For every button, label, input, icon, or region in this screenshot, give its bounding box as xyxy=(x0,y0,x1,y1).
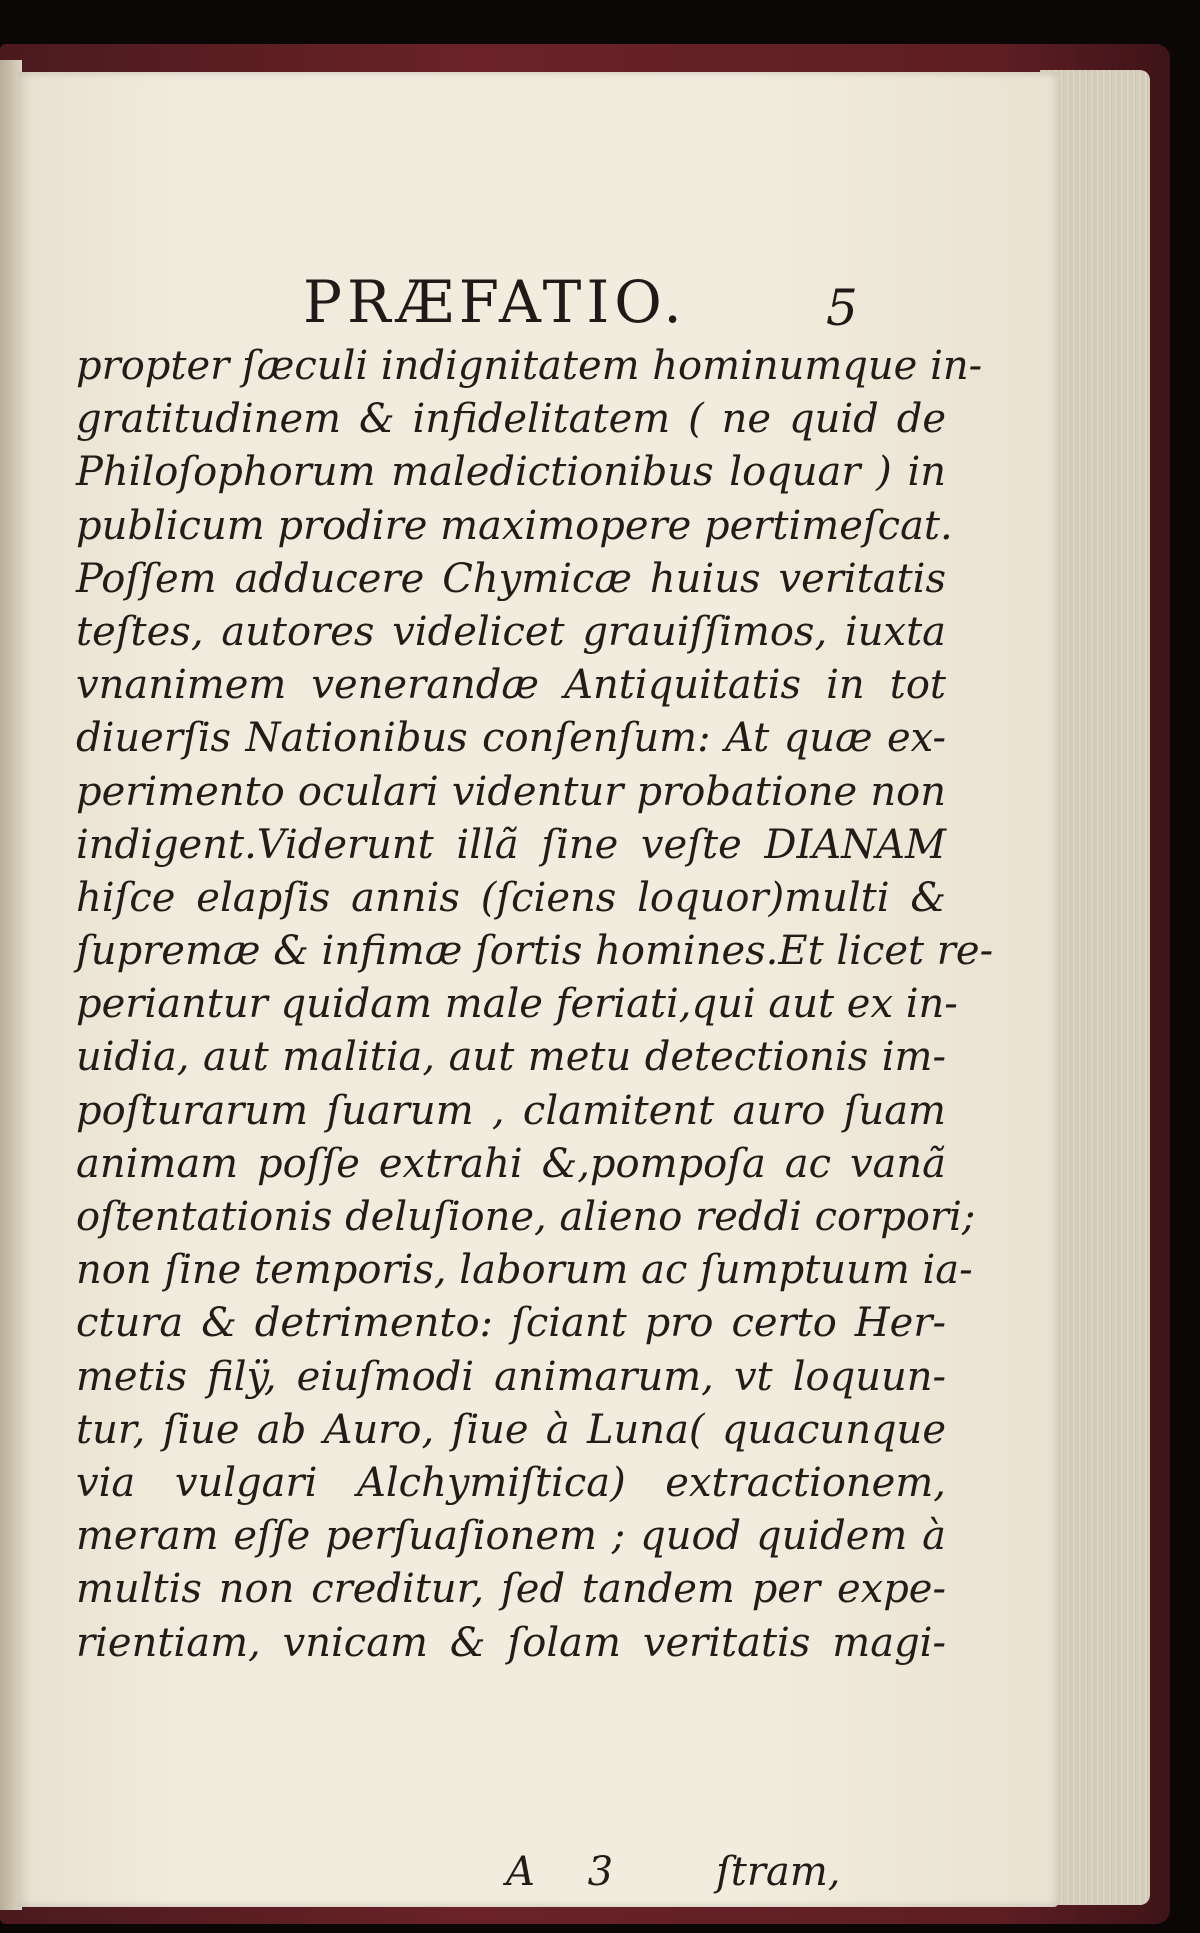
text-line: indigent.Viderunt illã ſine veſte DIANAM xyxy=(76,821,946,868)
text-line: teſtes, autores videlicet grauiſſimos, iuxta xyxy=(76,608,946,655)
text-line: rientiam, vnicam & ſolam veritatis magi- xyxy=(76,1619,946,1666)
page-header xyxy=(18,267,1058,337)
running-head: PRÆFATIO. xyxy=(303,268,687,336)
book-page xyxy=(18,72,1058,1907)
text-line: non ſine temporis, laborum ac ſumptuum ia- xyxy=(76,1247,973,1294)
text-line: ſupremæ & infimæ ſortis homines.Et licet re- xyxy=(76,928,994,975)
text-line: metis filÿ, eiuſmodi animarum, vt loquun- xyxy=(76,1353,946,1400)
text-line: animam poſſe extrahi &,pompoſa ac vanã xyxy=(76,1140,946,1187)
page-footer xyxy=(18,1842,1058,1902)
text-line: hiſce elapſis annis (ſciens loquor)multi & xyxy=(76,874,946,921)
text-line: gratitudinem & infidelitatem ( ne quid de xyxy=(76,396,946,443)
text-line: poſturarum ſuarum , clamitent auro ſuam xyxy=(76,1087,946,1134)
text-line: uidia, aut malitia, aut metu detectionis im- xyxy=(76,1034,946,1081)
text-line: via vulgari Alchymiſtica) extractionem, xyxy=(76,1459,946,1506)
text-line: publicum prodire maximopere pertimeſcat. xyxy=(76,502,953,549)
text-line: perimento oculari videntur probatione non xyxy=(76,768,946,815)
text-line: propter ſæculi indignitatem hominumque in- xyxy=(76,343,983,389)
text-line: diuerſis Nationibus conſenſum: At quæ ex- xyxy=(76,715,946,762)
text-line: oſtentationis deluſione, alieno reddi corpori; xyxy=(76,1194,976,1240)
text-line: Philoſophorum maledictionibus loquar ) in xyxy=(76,449,946,496)
text-line: ctura & detrimento: ſciant pro certo Her- xyxy=(76,1300,946,1347)
text-line: Poſſem adducere Chymicæ huius veritatis xyxy=(76,555,946,602)
text-line: tur, ſiue ab Auro, ſiue à Luna( quacunque xyxy=(76,1406,946,1453)
body-text xyxy=(76,340,994,1670)
text-line: meram eſſe perſuaſionem ; quod quidem à xyxy=(76,1513,946,1560)
page-number: 5 xyxy=(826,279,858,337)
catchword: ſtram, xyxy=(716,1849,841,1895)
text-line: vnanimem venerandæ Antiquitatis in tot xyxy=(76,662,946,709)
text-line: multis non creditur, ſed tandem per expe- xyxy=(76,1566,946,1613)
text-line: periantur quidam male feriati,qui aut ex in- xyxy=(76,981,958,1028)
signature-mark: A 3 xyxy=(506,1849,614,1895)
